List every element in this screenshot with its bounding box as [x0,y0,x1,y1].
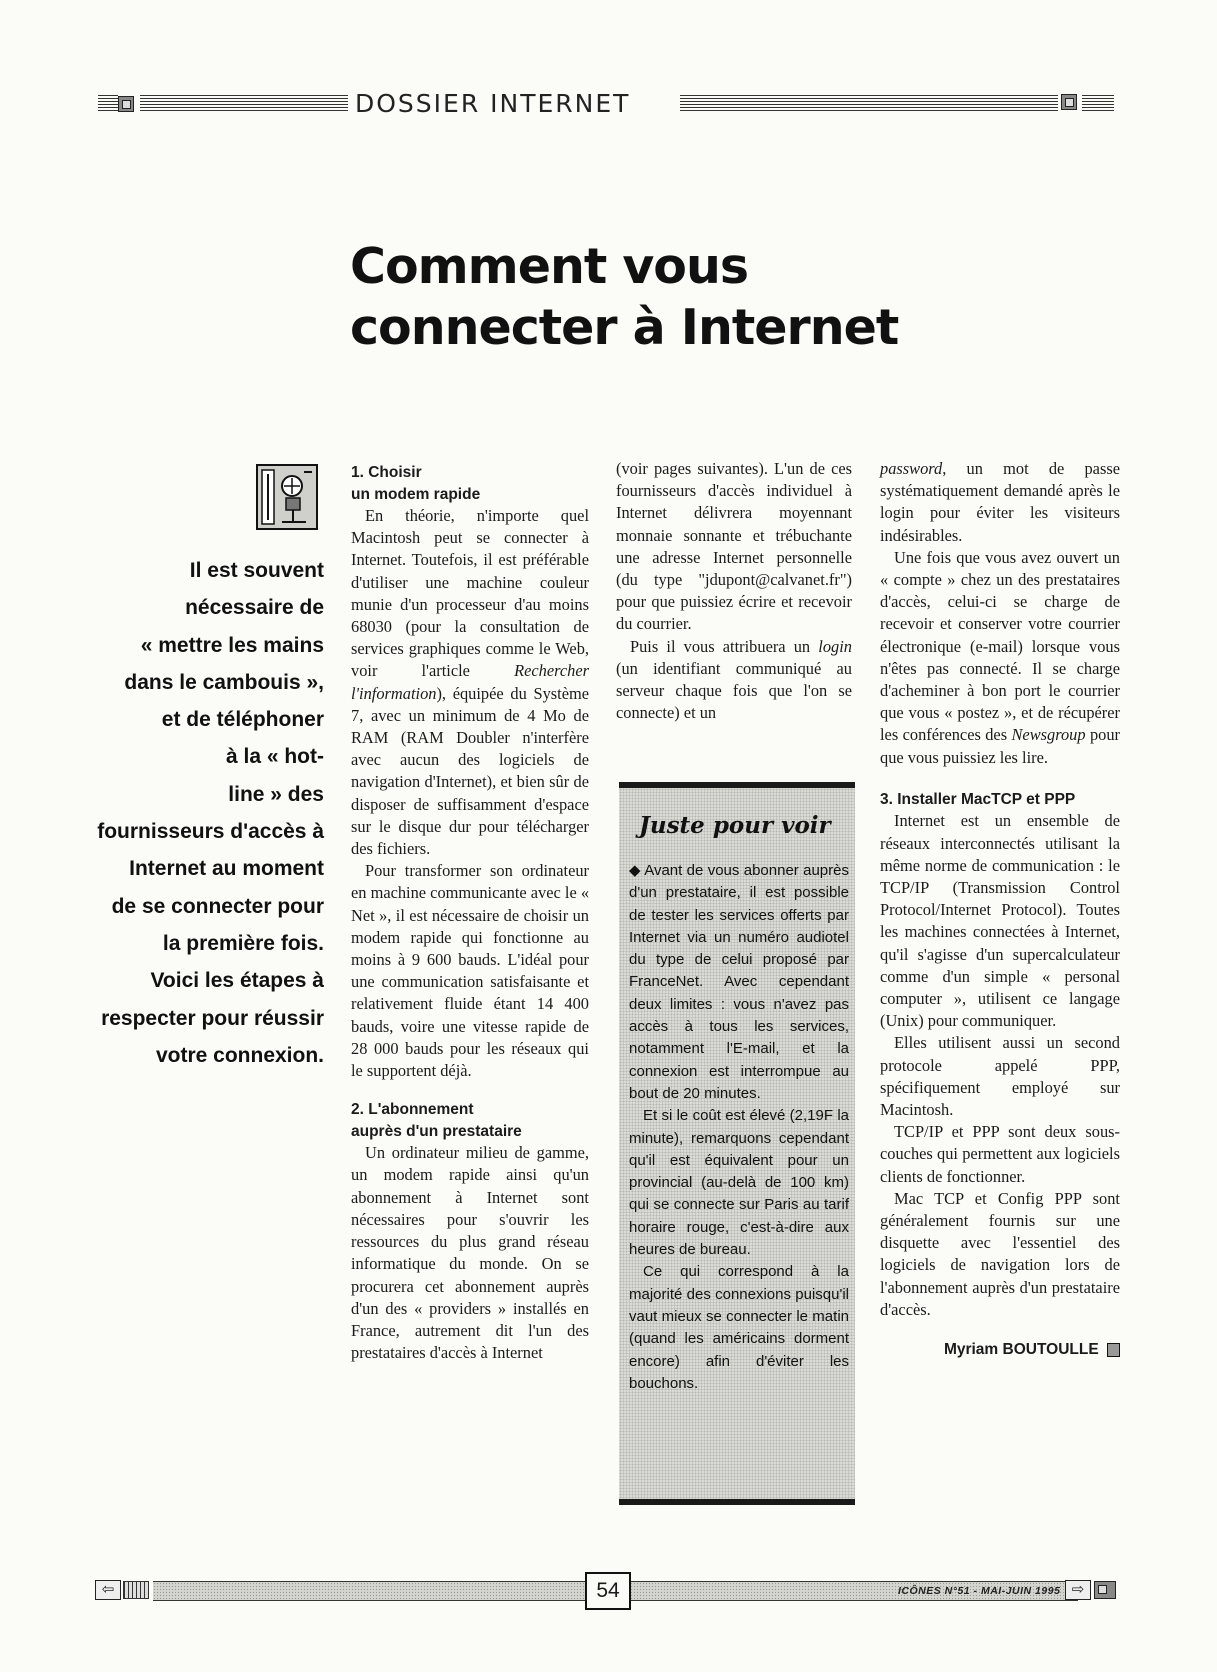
paragraph: password, un mot de passe systématiquement demandé après le login pour éviter les visiteurs indésirables. [880,459,1120,545]
intro-line: et de téléphoner [161,708,324,732]
footer-square-icon [1094,1581,1116,1599]
section-3-heading: 3. Installer MacTCP et PPP [880,790,1076,808]
intro-standfirst [78,552,324,1074]
column-3 [880,458,1120,1361]
paragraph: En théorie, n'importe quel Macintosh peut se connecter à Internet. Toutefois, il est préférable d'utiliser une machine couleur munie d'un processeur d'au moins 68030 (pour la consultation de services graphiques comme le Web, voir l'article Rechercher l'information), équipée du Système 7, avec un minimum de 4 Mo de RAM (RAM Doubler n'interfère avec aucun des logiciels de navigation d'Internet), et bien sûr de disposer de suffisamment d'espace sur le disque dur pour télécharger des fichiers. [351,506,589,859]
intro-line: dans le cambouis », [124,670,324,694]
paragraph: Ce qui correspond à la majorité des connexions puisqu'il vaut mieux se connecter le matin (quand les américains dorment encore) afin d'éviter les bouchons. [629,1263,849,1392]
page-number: 54 [585,1572,631,1610]
intro-line: fournisseurs d'accès à [97,820,324,844]
header-rule-left-b [140,95,348,113]
paragraph: Et si le coût est élevé (2,19F la minute), remarquons cependant qu'il est équivalent pour un provincial (au-delà de 100 km) qui se connecte sur Paris au tarif horaire rouge, c'est-à-dire aux heures de bureau. [629,1107,849,1259]
intro-line: « mettre les mains [140,633,324,657]
paragraph: Pour transformer son ordinateur en machine communicante avec le « Net », il est nécessaire de choisir un modem rapide qui fonctionne au moins à 9 600 bauds. L'idéal pour une communication satisfaisante et relativement fluide étant 14 400 bauds, voire une vitesse rapide de 28 000 bauds pour les réseaux qui le supportent déjà. [351,861,590,1081]
paragraph: Puis il vous attribuera un login (un identifiant communiqué au serveur chaque fois que l'on se connecte) et un [616,636,852,723]
intro-line: respecter pour réussir [101,1006,324,1030]
paragraph: (voir pages suivantes). L'un de ces fournisseurs d'accès individuel à Internet délivrera moyennant monnaie sonnante et trébuchante une adresse Internet personnelle (du type "jdupont@calvanet.fr") pour que puissiez écrire et recevoir du courrier. [616,459,852,634]
header-square-icon-left [118,96,134,112]
previous-page-arrow-icon[interactable]: ⇦ [95,1580,121,1600]
header-rule-left-a [98,95,118,113]
footer-scroll-handle [123,1581,149,1599]
next-page-arrow-icon[interactable]: ⇨ [1065,1580,1091,1600]
column-2 [616,458,852,724]
paragraph: Internet est un ensemble de réseaux interconnectés utilisant la même norme de communication : le TCP/IP (Transmission Control Protocol/Internet Protocol). Toutes les machines connectées à Internet, qu'il s'agisse d'un supercalculateur comme d'un simple « personal computer », utilisent ce langage (Unix) pour communiquer. [880,811,1120,1031]
intro-line: Voici les étapes à [150,969,324,993]
header-square-icon-right [1061,94,1077,110]
intro-line: de se connecter pour [111,894,324,918]
intro-line: votre connexion. [155,1043,324,1067]
paragraph: Elles utilisent aussi un second protocole appelé PPP, spécifiquement employé sur Macintosh. [880,1033,1120,1119]
article-title-line2: connecter à Internet [350,299,899,356]
author-signature: Myriam BOUTOULLE [880,1339,1120,1361]
paragraph: TCP/IP et PPP sont deux sous-couches qui permettent aux logiciels clients de fonctionner. [880,1122,1120,1186]
section-header: DOSSIER INTERNET [355,89,631,118]
article-title [350,236,1050,358]
paragraph: Mac TCP et Config PPP sont généralement fournis sur une disquette avec l'essentiel des logiciels de navigation lors de l'abonnement auprès d'un prestataire d'accès. [880,1188,1120,1319]
sidebar-box-title: Juste pour voir [639,812,831,839]
issue-info: ICÔNES N°51 - MAI-JUIN 1995 [898,1585,1061,1597]
sidebar-box-body [629,860,849,1395]
intro-line: à la « hot- [225,745,324,769]
paragraph: Une fois que vous avez ouvert un « compte » chez un des prestataires d'accès, celui-ci se charge de recevoir et conserver votre courrier électronique (e-mail) lorsque vous n'êtes pas connecté. Il se charge d'acheminer à bon port le courrier que vous « postez », et de récupérer les conférences des Newsgroup pour que vous puissiez les lire. [880,547,1120,767]
connection-tool-icon [256,464,318,530]
header-rule-right-a [680,95,1058,113]
intro-line: nécessaire de [185,596,324,620]
section-2-heading: 2. L'abonnement auprès d'un prestataire [351,1101,522,1140]
intro-line: Internet au moment [129,857,324,881]
header-rule-right-b [1082,95,1114,113]
end-mark-icon [1107,1343,1120,1357]
intro-line: line » des [228,782,324,806]
intro-line: la première fois. [162,931,324,955]
paragraph: Un ordinateur milieu de gamme, un modem rapide ainsi qu'un abonnement à Internet sont nécessaires pour s'ouvrir les ressources du plus grand réseau informatique du monde. On se procurera cet abonnement auprès d'un des « providers » installés en France, autrement dit l'un des prestataires d'accès à Internet [351,1143,589,1363]
intro-line: Il est souvent [189,559,324,582]
section-1-heading: 1. Choisir un modem rapide [351,464,481,503]
paragraph: ◆ Avant de vous abonner auprès d'un prestataire, il est possible de tester les services offerts par Internet via un numéro audiotel du type de celui proposé par FranceNet. Avec cependant deux limites : vous n'avez pas accès à tous les services, notamment l'E-mail, et la connexion est interrompue au bout de 20 minutes. [629,862,849,1102]
article-reference: Rechercher l'information [351,661,589,703]
sidebar-box [619,782,855,1505]
article-title-line1: Comment vous [350,238,748,295]
column-1 [351,462,589,1364]
